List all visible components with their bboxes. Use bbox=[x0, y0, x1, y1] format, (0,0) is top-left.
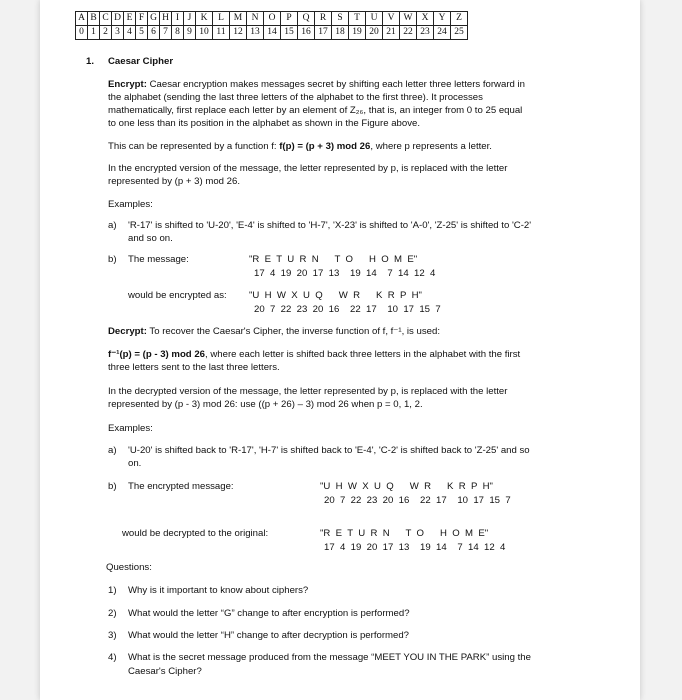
function-tail: , where p represents a letter. bbox=[370, 141, 492, 152]
number-cell: 16 bbox=[298, 26, 315, 40]
letter-cell: L bbox=[213, 12, 230, 26]
function-intro: This can be represented by a function f: bbox=[108, 141, 280, 152]
number-cell: 10 bbox=[196, 26, 213, 40]
example-b-encrypted-numbers: 20 7 22 23 20 16 22 17 10 17 15 7 bbox=[254, 304, 441, 315]
letter-cell: R bbox=[315, 12, 332, 26]
inverse-tail-2: three letters sent to the last three letters. bbox=[108, 362, 280, 373]
letter-cell: J bbox=[184, 12, 196, 26]
question-number: 1) bbox=[108, 585, 117, 596]
letter-cell: I bbox=[172, 12, 184, 26]
number-cell: 19 bbox=[349, 26, 366, 40]
example-b-text: The message: bbox=[128, 254, 189, 265]
examples-label: Examples: bbox=[108, 199, 153, 210]
inverse-paragraph bbox=[108, 348, 588, 374]
letter-cell: Z bbox=[451, 12, 468, 26]
question-text: Why is it important to know about ciphers? bbox=[128, 585, 309, 596]
decrypt-label: Decrypt: bbox=[108, 326, 147, 337]
example2-a-label: a) bbox=[108, 445, 117, 456]
number-cell: 11 bbox=[213, 26, 230, 40]
number-cell: 4 bbox=[124, 26, 136, 40]
dec-version-2: represented by (p - 3) mod 26: use ((p + 26) – 3) mod 26 when p = 0, 1, 2. bbox=[108, 399, 423, 410]
example2-a-line-2: on. bbox=[128, 458, 142, 469]
number-cell: 5 bbox=[136, 26, 148, 40]
letter-cell: P bbox=[281, 12, 298, 26]
number-cell: 0 bbox=[76, 26, 88, 40]
example2-b-decrypted-letters: "R E T U R N T O H O M E" bbox=[320, 528, 489, 539]
questions-label: Questions: bbox=[106, 562, 152, 573]
number-cell: 23 bbox=[417, 26, 434, 40]
number-cell: 14 bbox=[264, 26, 281, 40]
number-cell: 2 bbox=[100, 26, 112, 40]
encrypt-text-1: Caesar encryption makes messages secret by shifting each letter three letters forward in bbox=[149, 79, 525, 90]
number-cell: 17 bbox=[315, 26, 332, 40]
question-text: What would the letter “H” change to after decryption is performed? bbox=[128, 630, 410, 641]
letters-row bbox=[76, 12, 468, 26]
number-cell: 13 bbox=[247, 26, 264, 40]
number-cell: 3 bbox=[112, 26, 124, 40]
number-cell: 25 bbox=[451, 26, 468, 40]
example-b-encrypted-letters: "U H W X U Q W R K R P H" bbox=[249, 290, 422, 301]
section-title: Caesar Cipher bbox=[108, 56, 174, 67]
example2-b-would: would be decrypted to the original: bbox=[122, 528, 269, 539]
example-b-would: would be encrypted as: bbox=[128, 290, 227, 301]
decrypt-paragraph bbox=[108, 325, 588, 338]
letter-cell: Y bbox=[434, 12, 451, 26]
letter-cell: N bbox=[247, 12, 264, 26]
number-cell: 24 bbox=[434, 26, 451, 40]
encrypt-text-3: mathematically, first replace each letter by an element of Z₂₆, that is, an integer from 0 to 25 equal bbox=[108, 105, 523, 116]
inverse-tail: , where each letter is shifted back three letters in the alphabet with the first bbox=[205, 349, 521, 360]
example2-b-numbers: 20 7 22 23 20 16 22 17 10 17 15 7 bbox=[324, 495, 511, 506]
letter-cell: M bbox=[230, 12, 247, 26]
enc-version-2: represented by (p + 3) mod 26. bbox=[108, 176, 240, 187]
letter-cell: H bbox=[160, 12, 172, 26]
example-a-line-2: and so on. bbox=[128, 233, 173, 244]
letter-cell: S bbox=[332, 12, 349, 26]
question-text: What is the secret message produced from the message “MEET YOU IN THE PARK” using the bbox=[128, 652, 531, 663]
example2-a-line-1: 'U-20' is shifted back to 'R-17', 'H-7' is shifted back to 'E-4', 'C-2' is shifted back to 'Z-25' and so bbox=[128, 445, 530, 456]
example2-b-letters: "U H W X U Q W R K R P H" bbox=[320, 481, 493, 492]
letter-cell: Q bbox=[298, 12, 315, 26]
question-number: 2) bbox=[108, 608, 117, 619]
number-cell: 8 bbox=[172, 26, 184, 40]
encrypt-text-2: the alphabet (sending the last three letters of the alphabet to the first three). It processes bbox=[108, 92, 483, 103]
letter-cell: X bbox=[417, 12, 434, 26]
function-formula: f(p) = (p + 3) mod 26 bbox=[279, 141, 371, 152]
number-cell: 18 bbox=[332, 26, 349, 40]
inverse-formula: f⁻¹(p) = (p - 3) mod 26 bbox=[108, 349, 206, 360]
question-4-line-2: Caesar's Cipher? bbox=[128, 666, 202, 677]
letter-cell: B bbox=[88, 12, 100, 26]
numbers-row bbox=[76, 26, 468, 40]
letter-cell: O bbox=[264, 12, 281, 26]
number-cell: 1 bbox=[88, 26, 100, 40]
letter-cell: W bbox=[400, 12, 417, 26]
question-text: What would the letter “G” change to after encryption is performed? bbox=[128, 608, 410, 619]
number-cell: 9 bbox=[184, 26, 196, 40]
section-number: 1. bbox=[86, 56, 95, 67]
dec-version-1: In the decrypted version of the message, the letter represented by p, is replaced with the letter bbox=[108, 386, 508, 397]
letter-cell: E bbox=[124, 12, 136, 26]
letter-cell: V bbox=[383, 12, 400, 26]
letter-cell: T bbox=[349, 12, 366, 26]
example2-b-text: The encrypted message: bbox=[128, 481, 234, 492]
encrypt-text-4: to one less than its position in the alphabet as shown in the Figure above. bbox=[108, 118, 420, 129]
letter-cell: U bbox=[366, 12, 383, 26]
example-a-label: a) bbox=[108, 220, 117, 231]
encrypt-paragraph bbox=[108, 78, 588, 130]
example2-b-label: b) bbox=[108, 481, 117, 492]
example-b-label: b) bbox=[108, 254, 117, 265]
number-cell: 21 bbox=[383, 26, 400, 40]
question-number: 4) bbox=[108, 652, 117, 663]
examples2-label: Examples: bbox=[108, 423, 153, 434]
number-cell: 7 bbox=[160, 26, 172, 40]
decrypted-version-paragraph bbox=[108, 385, 588, 411]
number-cell: 20 bbox=[366, 26, 383, 40]
example-b-numbers: 17 4 19 20 17 13 19 14 7 14 12 4 bbox=[254, 268, 436, 279]
letter-cell: C bbox=[100, 12, 112, 26]
example-b-letters: "R E T U R N T O H O M E" bbox=[249, 254, 418, 265]
letter-cell: A bbox=[76, 12, 88, 26]
question-number: 3) bbox=[108, 630, 117, 641]
letter-cell: F bbox=[136, 12, 148, 26]
number-cell: 12 bbox=[230, 26, 247, 40]
encrypt-label: Encrypt: bbox=[108, 79, 147, 90]
letter-cell: G bbox=[148, 12, 160, 26]
number-cell: 6 bbox=[148, 26, 160, 40]
example2-b-decrypted-numbers: 17 4 19 20 17 13 19 14 7 14 12 4 bbox=[324, 542, 506, 553]
letter-cell: D bbox=[112, 12, 124, 26]
decrypt-text: To recover the Caesar's Cipher, the inverse function of f, f⁻¹, is used: bbox=[146, 326, 440, 337]
alphabet-number-table bbox=[75, 11, 468, 40]
example-a-line-1: 'R-17' is shifted to 'U-20', 'E-4' is shifted to 'H-7', 'X-23' is shifted to 'A-0', 'Z-25' is shifted to 'C-2' bbox=[128, 220, 532, 231]
function-line bbox=[108, 140, 588, 153]
encrypted-version-paragraph bbox=[108, 162, 588, 188]
letter-cell: K bbox=[196, 12, 213, 26]
number-cell: 15 bbox=[281, 26, 298, 40]
enc-version-1: In the encrypted version of the message, the letter represented by p, is replaced with the letter bbox=[108, 163, 508, 174]
number-cell: 22 bbox=[400, 26, 417, 40]
